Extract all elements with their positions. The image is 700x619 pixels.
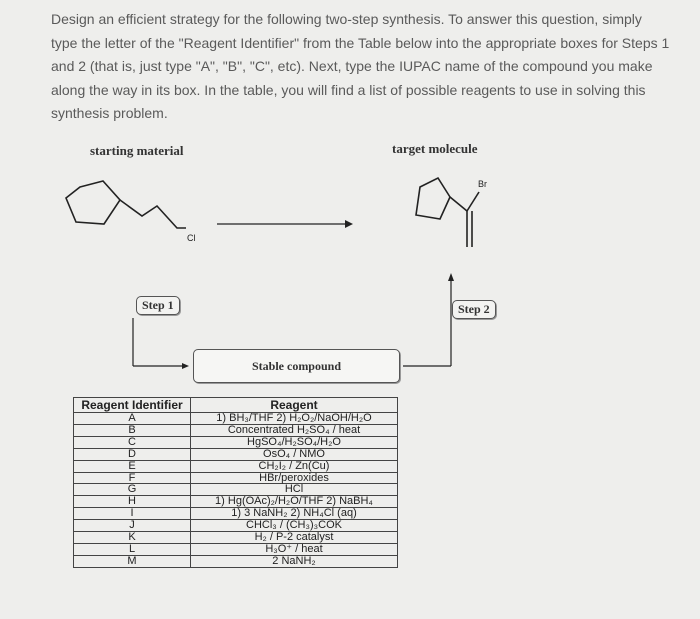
table-row — [74, 472, 398, 484]
identifier-cell: C — [74, 436, 191, 448]
table-row — [74, 460, 398, 472]
table-row — [74, 496, 398, 508]
step2-box[interactable]: Step 2 — [452, 300, 496, 319]
identifier-cell: K — [74, 532, 191, 544]
target-molecule-label: target molecule — [392, 141, 478, 156]
table-row — [74, 555, 398, 567]
table-row — [74, 532, 398, 544]
stable-compound-box[interactable]: Stable compound — [193, 349, 400, 383]
chlorine-label: Cl — [187, 233, 196, 243]
identifier-cell: M — [74, 555, 191, 567]
table-row — [74, 543, 398, 555]
reagent-cell: CHCl₃ / (CH₃)₃COK — [191, 520, 398, 532]
reagent-cell: 1) 3 NaNH₂ 2) NH₄Cl (aq) — [191, 508, 398, 520]
reagent-cell: HBr/peroxides — [191, 472, 398, 484]
reagent-cell: OsO₄ / NMO — [191, 448, 398, 460]
identifier-cell: D — [74, 448, 191, 460]
identifier-cell: L — [74, 543, 191, 555]
table-row — [74, 436, 398, 448]
reagent-cell: HgSO₄/H₂SO₄/H₂O — [191, 436, 398, 448]
identifier-cell: I — [74, 508, 191, 520]
reagent-cell: 1) BH₃/THF 2) H₂O₂/NaOH/H₂O — [191, 413, 398, 425]
identifier-cell: A — [74, 413, 191, 425]
starting-material-label: starting material — [90, 143, 184, 158]
header-reagent: Reagent — [191, 398, 398, 413]
reagent-table — [73, 397, 398, 568]
identifier-cell: G — [74, 484, 191, 496]
reaction-arrow — [217, 220, 353, 228]
table-row — [74, 413, 398, 425]
table-row — [74, 448, 398, 460]
identifier-cell: F — [74, 472, 191, 484]
reagent-cell: 1) Hg(OAc)₂/H₂O/THF 2) NaBH₄ — [191, 496, 398, 508]
starting-material-structure — [66, 181, 186, 228]
table-row — [74, 508, 398, 520]
identifier-cell: J — [74, 520, 191, 532]
reagent-cell: HCl — [191, 484, 398, 496]
table-header-row — [74, 398, 398, 413]
step1-box[interactable]: Step 1 — [136, 296, 180, 315]
table-row — [74, 484, 398, 496]
reagent-cell: H₂ / P-2 catalyst — [191, 532, 398, 544]
header-reagent-identifier: Reagent Identifier — [74, 398, 191, 413]
reagent-cell: CH₂I₂ / Zn(Cu) — [191, 460, 398, 472]
target-molecule-structure — [416, 178, 479, 247]
table-row — [74, 424, 398, 436]
table-row — [74, 520, 398, 532]
identifier-cell: B — [74, 424, 191, 436]
step2-arrow — [403, 273, 454, 366]
reagent-cell: Concentrated H₂SO₄ / heat — [191, 424, 398, 436]
identifier-cell: H — [74, 496, 191, 508]
reagent-cell: H₃O⁺ / heat — [191, 543, 398, 555]
bromine-label: Br — [478, 179, 487, 189]
identifier-cell: E — [74, 460, 191, 472]
instructions-text: Design an efficient strategy for the following two-step synthesis. To answer this question, simply type the letter of the "Reagent Identifier" from the Table below into the appropriate boxes for Steps 1 and 2 (that is, just type "A", "B", "C", etc). Next, type the IUPAC name of the compound you make along the way in its box. In the table, you will find a list of possible reagents to use in solving this synthesis problem. — [51, 11, 670, 121]
step1-arrow — [133, 318, 189, 369]
reagent-cell: 2 NaNH₂ — [191, 555, 398, 567]
